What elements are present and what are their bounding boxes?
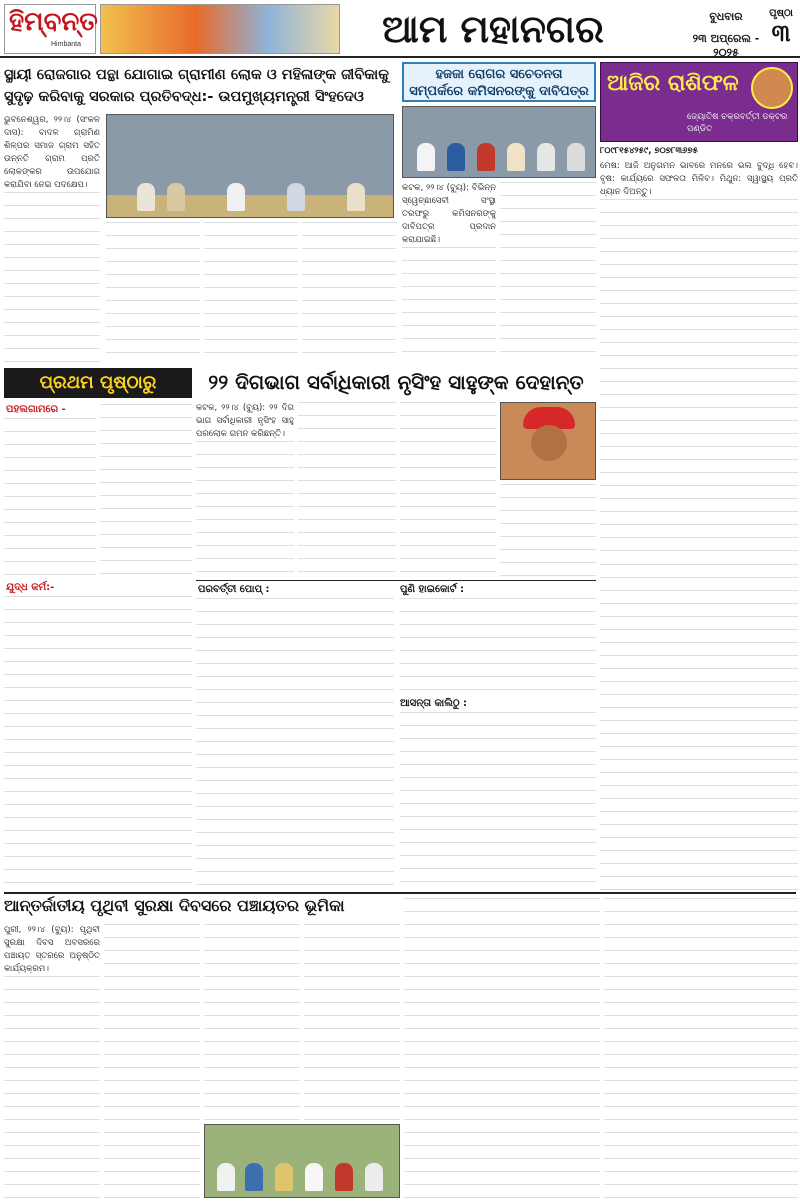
top-story-col-3 <box>204 222 298 364</box>
obituary-col-2 <box>298 402 396 578</box>
bottom-story-col-4 <box>304 924 400 1120</box>
obituary-col-3 <box>400 402 496 578</box>
horoscope-body-cont <box>600 564 798 894</box>
bottom-right-col-1 <box>404 898 600 1198</box>
section-col-2 <box>100 404 192 576</box>
bottom-story-col-2 <box>104 924 200 1198</box>
petition-photo <box>402 106 596 178</box>
bottom-story-dateline: ପୁରୀ, ୨୨।୪ (ବ୍ୟୁ): ପୃଥିବୀ ସୁରକ୍ଷା ଦିବସ ଅବସରରେ ପଞ୍ଚାୟତ ସ୍ତରରେ ଅନୁଷ୍ଠିତ କାର୍ଯ୍ୟକ୍ରମ। <box>4 925 100 974</box>
divider <box>4 892 796 894</box>
tomorrow-heading: ଆସନ୍ତା କାଲିଠୁ : <box>400 698 468 709</box>
top-story-headline: ସ୍ଥାୟୀ ରୋଜଗାର ପନ୍ଥା ଯୋଗାଇ ଗ୍ରାମୀଣ ଲୋକ ଓ ମହିଳାଙ୍କ ଜୀବିକାକୁ ସୁଦୃଢ଼ କରିବାକୁ ସରକାର ପ୍ରତିବଦ୍ଧ:- ଉପମୁଖ୍ୟମନ୍ତ୍ରୀ ସିଂହଦେଓ <box>4 67 389 105</box>
horoscope-text: ମେଷ: ଆଜି ଅନୁଗମନ ଭାବରେ ମନରେ ଭଲ ବୁଦ୍ଧି ହେବ। ବୃଷ: କାର୍ଯ୍ୟରେ ସଫଳତା ମିଳିବ। ମିଥୁନ: ସ୍ୱାସ୍ଥ୍ୟ ପ୍ରତି ଧ୍ୟାନ ଦିଅନ୍ତୁ। <box>600 161 798 197</box>
obituary-headline: ୨୨ ଦିଗଭାଗ ସର୍ବାଧିକାରୀ ନୃସିଂହ ସାହୁଙ୍କ ଦେହାନ୍ତ <box>208 370 584 394</box>
horoscope-byline: ଜ୍ୟୋତିଷ ଚକ୍ରବର୍ତ୍ତୀ ଡକ୍ଟର ପଣ୍ଡିତ <box>687 112 788 134</box>
obituary-dateline: କଟକ, ୨୨।୪ (ବ୍ୟୁ): ୨୨ ଦିଗ ଭାଗ ସର୍ବାଧିକାରୀ ନୃସିଂହ ସାହୁ ପରଲୋକ ଗମନ କରିଛନ୍ତି। <box>196 403 294 439</box>
right-story-headline: ହଜଜା ରୋଗର ସଚେତନତା ସମ୍ପର୍କରେ କମିସନରଙ୍କୁ ଦାବିପତ୍ର <box>402 62 596 102</box>
right-story-col-1 <box>402 182 496 364</box>
logo-subtext: Himbanta <box>51 41 81 48</box>
section-subheading-1: ପହଲଗାମରେ - <box>6 404 66 415</box>
page-number: ୩ <box>771 19 791 47</box>
right-story-dateline: କଟକ, ୨୨।୪ (ବ୍ୟୁ): ବିଭିନ୍ନ ସ୍ୱେଚ୍ଛାସେବୀ ସଂସ୍ଥା ତରଫରୁ କମିସନରଙ୍କୁ ଦାବିପତ୍ର ପ୍ରଦାନ କରାଯାଇଛି। <box>402 183 496 245</box>
bottom-story-headline: ଆନ୍ତର୍ଜାତୀୟ ପୃଥିବୀ ସୁରକ୍ଷା ଦିବସରେ ପଞ୍ଚାୟତର ଭୂମିକା <box>4 896 345 915</box>
masthead <box>0 0 800 58</box>
obituary-portrait <box>500 402 596 480</box>
weekday: ବୁଧବାର <box>709 10 743 23</box>
astrologer-photo <box>751 67 793 109</box>
horoscope-banner <box>600 62 798 142</box>
section-col-1 <box>4 418 96 576</box>
tomorrow-col <box>400 712 596 892</box>
meeting-photo <box>106 114 394 218</box>
top-story-col-4 <box>302 222 396 364</box>
masthead-banner-image <box>100 4 340 54</box>
section-subheading-2: ଯୁଦ୍ଧ କର୍ମ:- <box>6 582 55 593</box>
divider <box>196 580 596 581</box>
top-story-dateline: ଭୁବନେଶ୍ୱର, ୨୨।୪ (ସଂକଳ ଦାସ): ବାଦଳ ଗ୍ରାମିଣ ଶିଳ୍ପର ସମାଜ ଗ୍ରାମ ସହିତ ଉନ୍ନତି ଗ୍ରାମ ପ୍ରତି ଲୋକଙ୍କର ଉପଯୋଗ କରାଯିବା ନେଇ ପଦକ୍ଷେପ। <box>4 115 100 190</box>
right-story-col-2 <box>500 182 596 364</box>
obituary-col-4 <box>500 484 596 578</box>
issue-date: ୨୩ ଅପ୍ରେଲ - ୨୦୨୫ <box>692 32 760 59</box>
horoscope-contact: ୮୦୯୮୧୫୪୨୫୯, ୭୦୭୮୩୬୭୫ <box>600 146 698 156</box>
newspaper-logo <box>4 4 96 54</box>
earth-day-photo <box>204 1124 400 1198</box>
horoscope-body <box>600 160 798 560</box>
page-label: ପୃଷ୍ଠା <box>769 8 793 19</box>
bottom-right-col-2 <box>604 898 798 1198</box>
highcourt-heading: ପୁଣି ହାଇକୋର୍ଟ : <box>400 584 465 595</box>
highcourt-col <box>400 598 596 692</box>
obituary-col-1 <box>196 402 294 578</box>
logo-text: ହିମ୍ବନ୍ତ <box>9 7 98 37</box>
page-number-box <box>764 4 798 54</box>
section-col-3 <box>4 596 192 892</box>
page-title: ଆମ ମହାନଗର <box>382 6 604 51</box>
horoscope-title: ଆଜିର ରାଶିଫଳ <box>607 71 739 96</box>
bottom-story-col-3 <box>204 924 300 1120</box>
next-pope-col <box>196 598 394 892</box>
section-title-bar: ପ୍ରଥମ ପୃଷ୍ଠାରୁ <box>4 368 192 398</box>
top-story-col-2 <box>106 222 200 364</box>
date-box <box>690 4 762 59</box>
top-story-col-1 <box>4 114 100 364</box>
bottom-story-col-1 <box>4 924 100 1198</box>
next-pope-heading: ପରବର୍ତ୍ତୀ ପୋପ୍ : <box>198 584 270 595</box>
